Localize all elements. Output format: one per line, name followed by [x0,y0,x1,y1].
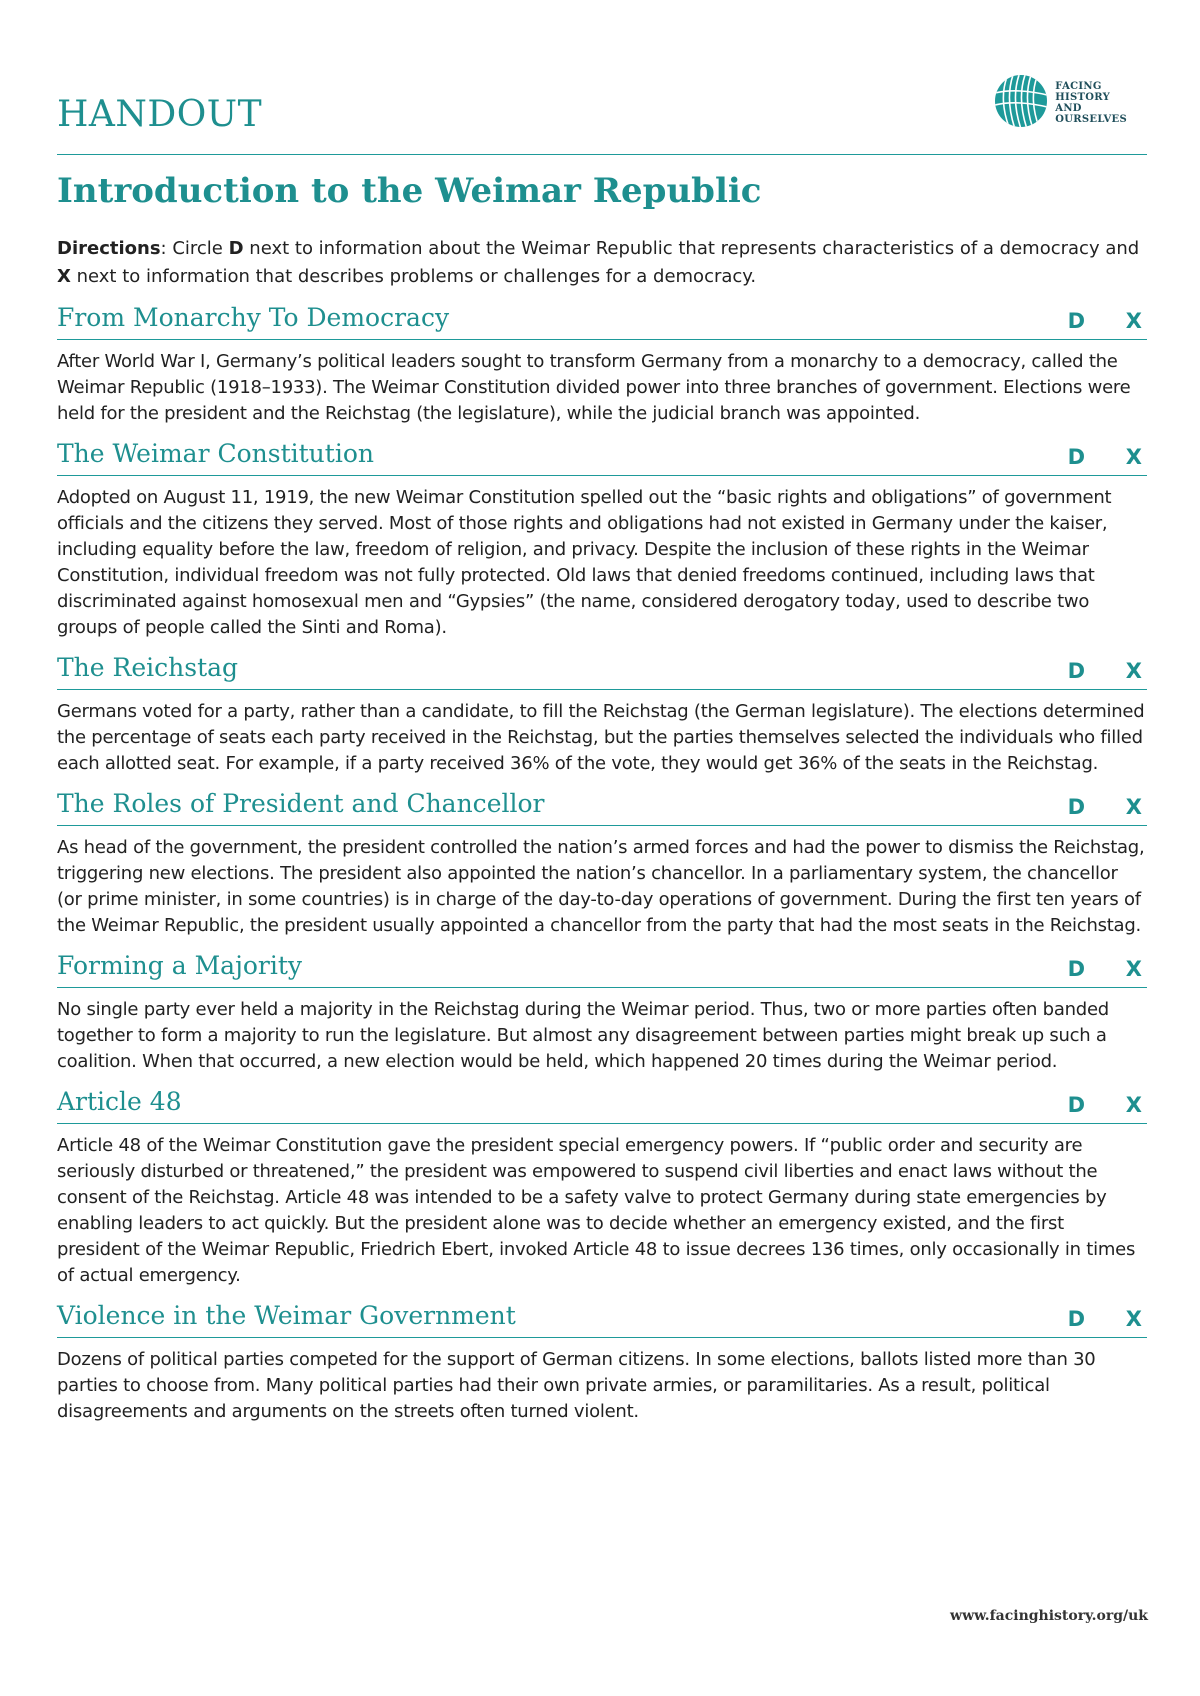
handout-page [57,62,1147,1425]
section-header [57,947,1147,988]
facing-history-logo[interactable] [993,73,1127,133]
section-weimar-constitution [57,435,1147,641]
directions: Directions: Circle D next to information about the Weimar Republic that represents characteristics of a democracy and X next to information that describes problems or challenges for a democracy. [57,238,1140,287]
section-header [57,1083,1147,1124]
circle-d-option[interactable]: D [1067,309,1085,333]
section-header [57,649,1147,690]
section-forming-majority [57,947,1147,1075]
section-body: Dozens of political parties competed for the support of German citizens. In some elections, ballots listed more than 30 parties to choose from. Many political parties had their own private armies, or paramilitaries. As a result, political disagreements and arguments on the streets often turned violent. [57,1349,1096,1422]
footer-url[interactable]: www.facinghistory.org/uk [950,1608,1148,1624]
section-header [57,785,1147,826]
section-title: The Weimar Constitution [57,439,374,468]
section-body: No single party ever held a majority in the Reichstag during the Weimar period. Thus, two or more parties often banded together to form a majority to run the legislature. But almost any disagreement between parties might break up such a coalition. When that occurred, a new election would be held, which happened 20 times during the Weimar period. [57,999,1109,1072]
circle-x-option[interactable]: X [1125,1307,1142,1331]
section-title: From Monarchy To Democracy [57,303,450,332]
circle-x-option[interactable]: X [1125,309,1142,333]
section-from-monarchy [57,299,1147,427]
circle-d-option[interactable]: D [1067,795,1085,819]
section-header [57,299,1147,340]
section-body: As head of the government, the president controlled the nation’s armed forces and had the power to dismiss the Reichstag, triggering new elections. The president also appointed the nation’s chancellor. In a parliamentary system, the chancellor (or prime minister, in some countries) is in charge of the day-to-day operations of government. During the first ten years of the Weimar Republic, the president usually appointed a chancellor from the party that had the most seats in the Reichstag. [57,837,1145,936]
circle-d-option[interactable]: D [1067,1307,1085,1331]
section-title: Violence in the Weimar Government [57,1301,516,1330]
section-body: After World War I, Germany’s political leaders sought to transform Germany from a monarchy to a democracy, called the Weimar Republic (1918–1933). The Weimar Constitution divided power into three branches of government. Elections were held for the president and the Reichstag (the legislature), while the judicial branch was appointed. [57,351,1131,424]
section-body: Adopted on August 11, 1919, the new Weimar Constitution spelled out the “basic rights and obligations” of government officials and the citizens they served. Most of those rights and obligations had not existed in Germany under the kaiser, including equality before the law, freedom of religion, and privacy. Despite the inclusion of these rights in the Weimar Constitution, individual freedom was not fully protected. Old laws that denied freedoms continued, including laws that discriminated against homosexual men and “Gypsies” (the name, considered derogatory today, used to describe two groups of people called the Sinti and Roma). [57,487,1112,638]
circle-x-option[interactable]: X [1125,445,1142,469]
globe-icon [993,73,1049,133]
circle-d-option[interactable]: D [1067,1093,1085,1117]
page-header [57,62,1147,155]
circle-d-option[interactable]: D [1067,957,1085,981]
circle-d-option[interactable]: D [1067,445,1085,469]
section-title: Forming a Majority [57,951,303,980]
section-reichstag [57,649,1147,777]
section-title: The Roles of President and Chancellor [57,789,545,818]
section-article-48 [57,1083,1147,1289]
section-title: The Reichstag [57,653,239,682]
circle-x-option[interactable]: X [1125,659,1142,683]
circle-x-option[interactable]: X [1125,795,1142,819]
circle-x-option[interactable]: X [1125,957,1142,981]
section-body: Article 48 of the Weimar Constitution gave the president special emergency powers. If “public order and security are seriously disturbed or threatened,” the president was empowered to suspend civil liberties and enact laws without the consent of the Reichstag. Article 48 was intended to be a safety valve to protect Germany during state emergencies by enabling leaders to act quickly. But the president alone was to decide whether an emergency existed, and the first president of the Weimar Republic, Friedrich Ebert, invoked Article 48 to issue decrees 136 times, only occasionally in times of actual emergency. [57,1135,1136,1286]
circle-x-option[interactable]: X [1125,1093,1142,1117]
section-president-chancellor [57,785,1147,939]
section-header [57,435,1147,476]
page-title: Introduction to the Weimar Republic [57,171,762,211]
circle-d-option[interactable]: D [1067,659,1085,683]
section-header [57,1297,1147,1338]
section-title: Article 48 [57,1087,182,1116]
logo-wordmark: FACING HISTORY AND OURSELVES [1055,81,1127,125]
handout-label: HANDOUT [57,94,263,135]
section-body: Germans voted for a party, rather than a candidate, to fill the Reichstag (the German legislature). The elections determined the percentage of seats each party received in the Reichstag, but the parties themselves selected the individuals who filled each allotted seat. For example, if a party received 36% of the vote, they would get 36% of the seats in the Reichstag. [57,701,1145,774]
section-violence [57,1297,1147,1425]
